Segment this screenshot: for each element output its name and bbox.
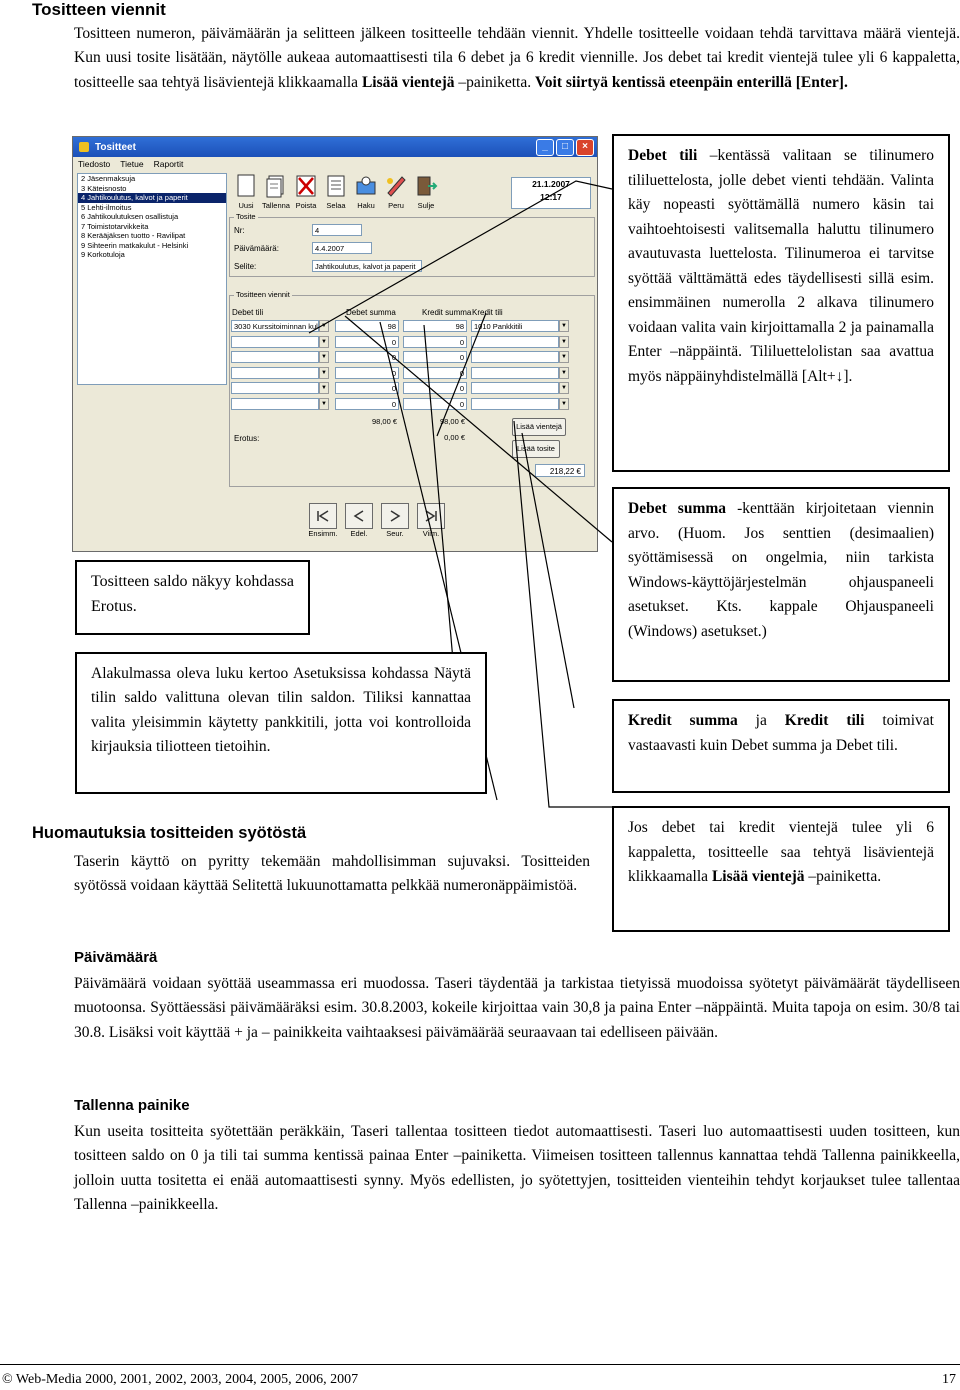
section-title: Tositteen viennit bbox=[32, 0, 166, 19]
kredit-tili-field[interactable]: 1010 Pankkitili bbox=[471, 320, 559, 332]
callout-debet-summa-text: -kenttään kirjoitetaan viennin arvo. (Huom. Jos senttien (desimaalien) syöttämisessä on ongelmia, niin tarkista Windows-käyttöjärjestelmän ohjauspaneeli asetukset. Kts. kappale Ohjauspaneeli (Windows) asetukset.) bbox=[628, 500, 934, 640]
chevron-down-icon[interactable]: ▼ bbox=[559, 367, 569, 379]
callout-saldo: Tositteen saldo näkyy kohdassa Erotus. bbox=[75, 560, 310, 635]
last-label: Viim. bbox=[422, 529, 440, 538]
tallenna-title: Tallenna painike bbox=[74, 1097, 190, 1114]
total-debet: 98,00 € bbox=[371, 417, 397, 426]
callout-kredit-mid: ja bbox=[737, 712, 785, 729]
debet-summa-field[interactable]: 0 bbox=[335, 382, 399, 394]
new-label: Uusi bbox=[238, 201, 254, 210]
date-display: 21.1.2007 bbox=[532, 179, 570, 189]
delete-label: Poista bbox=[295, 201, 317, 210]
chevron-down-icon[interactable]: ▼ bbox=[559, 398, 569, 410]
menu-tiedosto[interactable]: Tiedosto bbox=[78, 159, 111, 169]
huom-title: Huomautuksia tositteiden syötöstä bbox=[32, 824, 307, 842]
total-kredit: 98,00 € bbox=[439, 417, 465, 426]
col-kredit-tili: Kredit tili bbox=[472, 308, 503, 317]
add-entries-button[interactable]: Lisää vientejä bbox=[512, 418, 566, 436]
callout-lisaa-bold: Lisää vientejä bbox=[711, 868, 805, 885]
kredit-summa-field[interactable]: 0 bbox=[403, 398, 467, 410]
debet-summa-field[interactable]: 0 bbox=[335, 336, 399, 348]
callout-debet-tili-text: –kentässä valitaan se tilinumero tililuettelosta, jolle debet vienti tehdään. Valinta käy nopeasti syöttämällä numero käsin tai vaihtoehtoisesti valitsemalla haluttu tilinumero avautuvasta luettelosta. Tilinumeroa ei tarvitse syöttää välttämättä edes täydellisesti sillä esim. ensimmäinen numerolla 2 alkava tilinumero voidaan valita vain kirjoittamalla 2 ja painamalla Enter –näppäintä. Tililuettelolistan saa avattua myös näppäinyhdistelmällä [Alt+ bbox=[628, 147, 934, 385]
save-label: Tallenna bbox=[262, 201, 290, 210]
search-label: Haku bbox=[357, 201, 375, 210]
callout-debet-tili-bold: Debet tili bbox=[628, 147, 698, 164]
cancel-label: Peru bbox=[388, 201, 404, 210]
kredit-summa-field[interactable]: 0 bbox=[403, 382, 467, 394]
intro-bold-enter: Voit siirtyä kentissä eteenpäin enterillä [Enter]. bbox=[535, 73, 848, 91]
col-debet-tili: Debet tili bbox=[232, 308, 264, 317]
debet-tili-field[interactable]: 3030 Kurssitoiminnan kul bbox=[231, 320, 319, 332]
col-kredit-summa: Kredit summa bbox=[422, 308, 472, 317]
list-item[interactable]: 2 Jäsenmaksuja bbox=[81, 174, 136, 183]
viennit-group-label: Tositteen viennit bbox=[236, 290, 290, 299]
callout-debet-summa bbox=[612, 487, 950, 682]
chevron-down-icon[interactable]: ▼ bbox=[319, 320, 329, 332]
intro-text: Tositteen numeron, päivämäärän ja selitteen jälkeen tositteelle tehdään viennit. Yhdelle tositteelle voidaan tehdä tarvittava määrä vientejä. Kun uusi tosite lisätään, näytölle aukeaa automaattisesti tila 6 debet ja 6 kredit viennille. Jos debet tai kredit vientejä tulee yli 6 kappaletta, tositteelle saa tehtyä lisävientejä klikkaamalla bbox=[74, 25, 960, 91]
previous-label: Edel. bbox=[350, 529, 368, 538]
chevron-down-icon[interactable]: ▼ bbox=[559, 320, 569, 332]
time-display: 12:17 bbox=[540, 192, 562, 202]
list-item[interactable]: 6 Jahtikoulutuksen osallistuja bbox=[81, 212, 179, 221]
close-icon[interactable]: × bbox=[576, 139, 594, 156]
debet-summa-field[interactable]: 0 bbox=[335, 367, 399, 379]
callout-kredit-text: toimivat vastaavasti kuin Debet summa ja Debet tili. bbox=[628, 712, 934, 754]
list-item[interactable]: 8 Kerääjäksen tuotto - Ravilipat bbox=[81, 231, 186, 240]
list-item[interactable]: 3 Käteisnosto bbox=[81, 183, 127, 193]
nr-field[interactable]: 4 bbox=[312, 224, 362, 236]
tosite-group-label: Tosite bbox=[236, 212, 256, 221]
kredit-summa-field[interactable]: 0 bbox=[403, 367, 467, 379]
close-label: Sulje bbox=[417, 201, 435, 210]
callout-kredit-bold-1: Kredit summa bbox=[628, 712, 738, 729]
debet-summa-field[interactable]: 98 bbox=[335, 320, 399, 332]
browse-label: Selaa bbox=[326, 201, 346, 210]
huom-text: Taserin käyttö on pyritty tekemään mahdollisimman sujuvaksi. Tositteiden syötössä voidaan käyttää Selitettä lukuunottamatta pelkkää numeronäppäimistöä. bbox=[74, 853, 590, 895]
add-voucher-button[interactable]: Lisää tosite bbox=[512, 440, 560, 458]
maximize-icon[interactable]: □ bbox=[556, 139, 574, 156]
list-item[interactable]: 9 Sihteerin matkakulut - Helsinki bbox=[81, 240, 189, 250]
selite-field[interactable]: Jahtikoulutus, kalvot ja paperit bbox=[312, 260, 422, 272]
page-number: 17 bbox=[942, 1372, 956, 1387]
arrow-down-icon: ↓ bbox=[835, 367, 844, 385]
footer-copyright: © Web-Media 2000, 2001, 2002, 2003, 2004, 2005, 2006, 2007 bbox=[2, 1372, 359, 1387]
menu-tietue[interactable]: Tietue bbox=[120, 159, 144, 169]
callout-lisaa-text: Jos debet tai kredit vientejä tulee yli 6 kappaletta, tositteelle saa tehtyä lisävientejä klikkaamalla bbox=[628, 819, 934, 885]
erotus-value: 0,00 € bbox=[444, 433, 465, 442]
chevron-down-icon[interactable]: ▼ bbox=[559, 351, 569, 363]
window-title: Tositteet bbox=[95, 141, 136, 153]
callout-lisaa-end: –painiketta. bbox=[804, 868, 882, 885]
first-label: Ensimm. bbox=[308, 529, 338, 538]
chevron-down-icon[interactable]: ▼ bbox=[319, 398, 329, 410]
paivamaara-title: Päivämäärä bbox=[74, 949, 158, 966]
date-label: Päivämäärä: bbox=[234, 244, 279, 253]
callout-debet-tili bbox=[612, 134, 950, 472]
minimize-icon[interactable]: _ bbox=[536, 139, 554, 156]
callout-alakulma: Alakulmassa oleva luku kertoo Asetuksissa kohdassa Näytä tilin saldo valittuna olevan tilin saldon. Tiliksi kannattaa valita yleisimmin käytetty pankkitili, jotta voi kontrolloida kirjauksia tiliotteen tietoihin. bbox=[75, 652, 487, 794]
kredit-summa-field[interactable]: 0 bbox=[403, 351, 467, 363]
list-item[interactable]: 5 Lehti-ilmoitus bbox=[81, 202, 132, 212]
chevron-down-icon[interactable]: ▼ bbox=[319, 367, 329, 379]
footer-rule bbox=[0, 1364, 960, 1365]
paivamaara-text: Päivämäärä voidaan syöttää useammassa eri muodossa. Taseri täydentää ja tarkistaa tietyissä muodoissa syötetyt päivämäärät täydelliseen muotoonsa. Syöttäessäsi päivämääräksi esim. 30.8.2003, kokeile kirjoittaa vain 30,8 ja paina Enter –näppäintä. Muita tapoja on esim. 30/8 tai 30.8. Lisäksi voit käyttää + ja – painikkeita vaihtaaksesi päivämäärää seuraavaan tai edelliseen päivään. bbox=[74, 975, 960, 1041]
intro-text-2: –painiketta. bbox=[454, 73, 535, 91]
chevron-down-icon[interactable]: ▼ bbox=[319, 336, 329, 348]
date-field[interactable]: 4.4.2007 bbox=[312, 242, 372, 254]
col-debet-summa: Debet summa bbox=[346, 308, 396, 317]
list-item[interactable]: 9 Korkotuloja bbox=[81, 250, 125, 259]
list-item-selected[interactable]: 4 Jahtikoulutus, kalvot ja paperit bbox=[78, 193, 226, 203]
next-label: Seur. bbox=[386, 529, 404, 538]
intro-bold-lisaa: Lisää vientejä bbox=[361, 73, 455, 91]
nr-label: Nr: bbox=[234, 226, 245, 235]
callout-debet-tili-end: ]. bbox=[843, 367, 853, 385]
chevron-down-icon[interactable]: ▼ bbox=[319, 351, 329, 363]
callout-debet-summa-bold: Debet summa bbox=[628, 500, 727, 517]
kredit-summa-field[interactable]: 0 bbox=[403, 336, 467, 348]
account-balance: 218,22 € bbox=[535, 464, 585, 477]
list-item[interactable]: 7 Toimistotarvikkeita bbox=[81, 221, 149, 231]
tallenna-text: Kun useita tositteita syötettään peräkkäin, Taseri tallentaa tositteen tiedot automaattisesti. Taseri luo automaattisesti uuden tositteen, kun tositteen saldo on 0 ja tili tai summa kentissä painaa Enter –painiketta. Viimeisen tositteen tallennus kannattaa tehdä Tallenna painikkeella, jolloin uutta tositetta ei enää automaattisesti synny. Myös edellisten, jo syötettyjen, tositteiden vienteihin tehdyt korjaukset tulee tallentaa Tallenna –painikkeella. bbox=[74, 1123, 960, 1213]
chevron-down-icon[interactable]: ▼ bbox=[319, 382, 329, 394]
callout-lisaa bbox=[612, 806, 950, 932]
chevron-down-icon[interactable]: ▼ bbox=[559, 336, 569, 348]
callout-kredit-bold-2: Kredit tili bbox=[784, 712, 865, 729]
chevron-down-icon[interactable]: ▼ bbox=[559, 382, 569, 394]
selite-label: Selite: bbox=[234, 262, 257, 271]
menu-raportit[interactable]: Raportit bbox=[153, 159, 184, 169]
debet-summa-field[interactable]: 0 bbox=[335, 351, 399, 363]
kredit-summa-field[interactable]: 98 bbox=[403, 320, 467, 332]
debet-summa-field[interactable]: 0 bbox=[335, 398, 399, 410]
callout-kredit bbox=[612, 699, 950, 793]
erotus-label: Erotus: bbox=[234, 434, 260, 443]
